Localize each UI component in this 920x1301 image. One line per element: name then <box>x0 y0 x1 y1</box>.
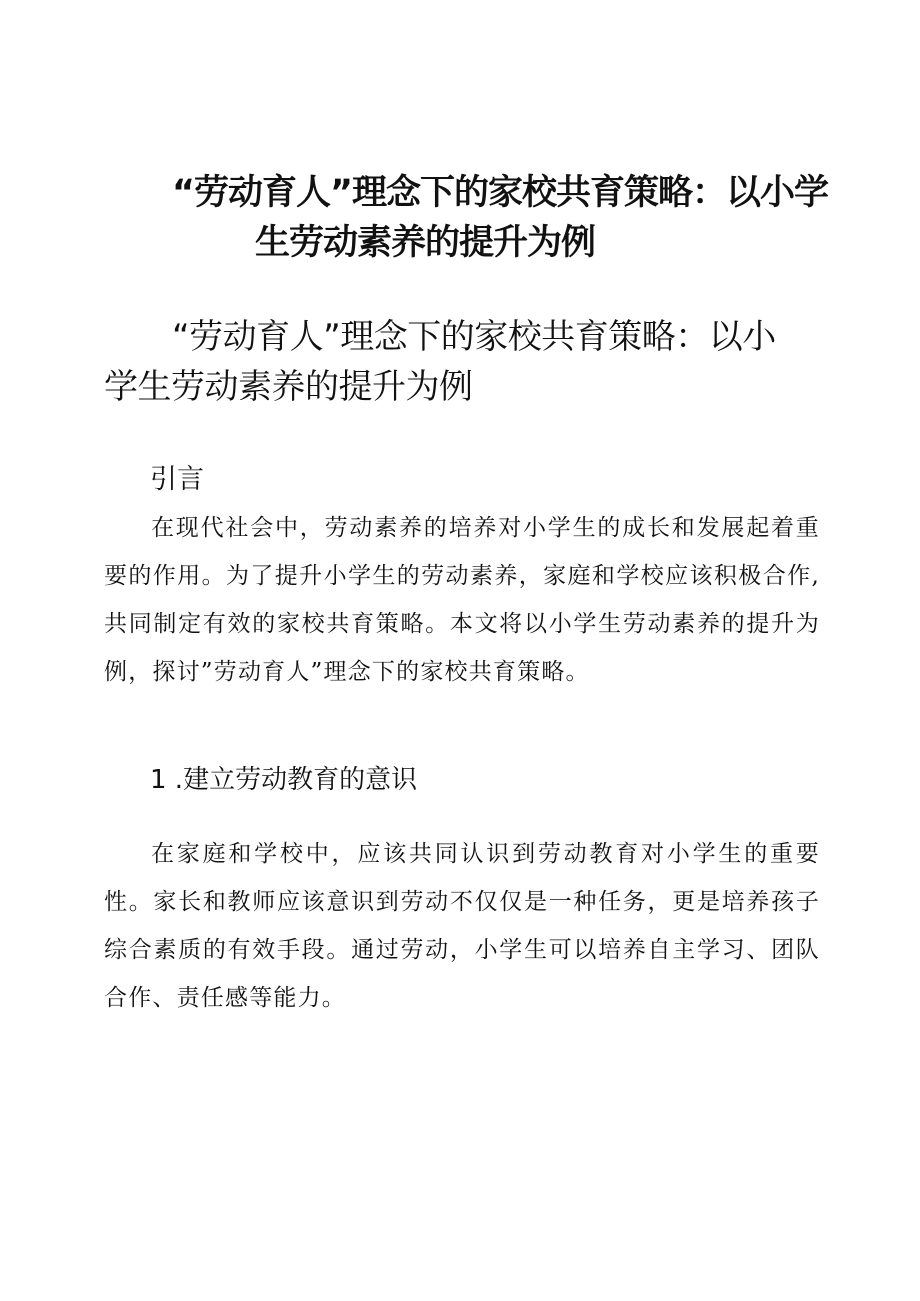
document-subtitle-line-2: 学生劳动素养的提升为例 <box>104 367 473 407</box>
intro-heading: 引言 <box>150 464 204 495</box>
section-1-heading: 1 .建立劳动教育的意识 <box>150 765 418 795</box>
document-subtitle <box>104 312 816 412</box>
document-title-line-2: 生劳动素养的提升为例 <box>255 223 596 263</box>
intro-paragraph: 在现代社会中，劳动素养的培养对小学生的成长和发展起着重要的作用。为了提升小学生的劳动素养，家庭和学校应该积极合作,共同制定有效的家校共育策略。本文将以小学生劳动素养的提升为例，探讨”劳动育人”理念下的家校共育策略。 <box>104 515 820 685</box>
document-subtitle-line-1: “劳动育人”理念下的家校共育策略：以小 <box>172 317 776 357</box>
document-title <box>0 168 920 268</box>
document-title-line-1: “劳动育人”理念下的家校共育策略：以小学 <box>172 173 829 213</box>
section-1-paragraph: 在家庭和学校中，应该共同认识到劳动教育对小学生的重要性。家长和教师应该意识到劳动不仅仅是一种任务，更是培养孩子综合素质的有效手段。通过劳动，小学生可以培养自主学习、团队合作、责任感等能力。 <box>104 841 820 1011</box>
